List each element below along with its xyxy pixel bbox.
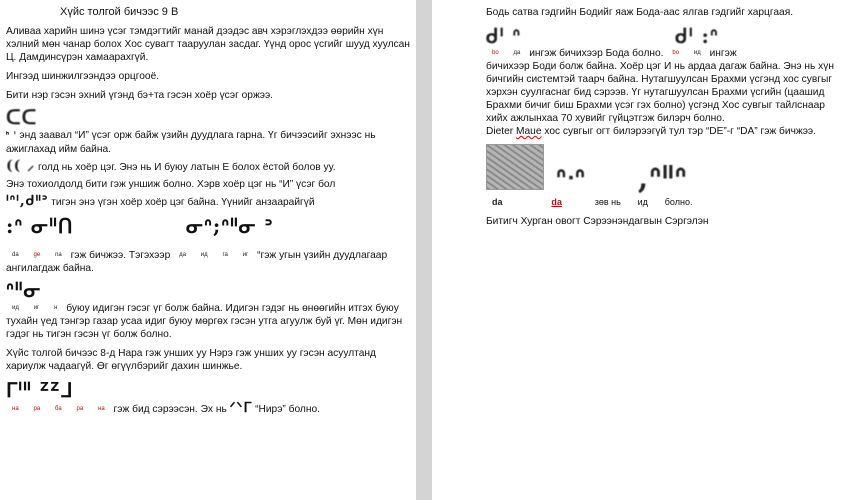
glyph-label: н	[54, 305, 58, 311]
glyph-label: да	[513, 50, 521, 56]
glyph-label: болно.	[664, 197, 693, 207]
paragraph	[6, 302, 410, 341]
script-glyph: (( ⸝	[6, 158, 36, 174]
paragraph-text: ингэж	[709, 48, 737, 59]
script-comparison	[486, 144, 845, 196]
script-glyph: ᑕᑕ	[6, 105, 38, 129]
glyph-label: ра	[33, 406, 41, 412]
paragraph	[6, 129, 410, 156]
glyph-label: иг	[33, 305, 40, 311]
paragraph: Энэ тохиолдолд бити гэж уншиж болно. Хэрв хоёр цэг нь “И” үсэг бол	[6, 179, 336, 190]
glyph-label: на	[98, 406, 105, 412]
glyph-label: da	[551, 197, 562, 207]
paragraph-text: энд заавал “И” үсэг орж байж үзийн дуудлага гарна. Үг бичээсийг эхнээс нь ажиглахад ийм байна.	[6, 130, 376, 155]
glyph-label: ид	[12, 305, 19, 311]
script-glyph: ᐢᐧᐢ	[556, 164, 586, 194]
paragraph-text: гэж бичжээ. Тэгэхээр	[70, 250, 171, 261]
paragraph: Ингээд шинжилгээндээ орцгооё.	[6, 71, 160, 82]
paragraph-text: “Нирэ” болно.	[255, 404, 320, 415]
script-glyph: ,ᐢᐦᐢ	[637, 161, 688, 196]
paragraph: Хүйс толгой бичээс 8-д Нара гэж унших уу Нэрэ гэж унших уу гэсэн асуултанд хариулж чадаагүй. Өг өгүүлбэрийг дахин шинжье.	[6, 348, 376, 372]
paragraph	[6, 402, 410, 416]
glyph-label: на	[12, 406, 19, 412]
paragraph-text: хос сувгыг огт билэрээгүй тул тэр “DE”-г “DA” гэж бичжээ.	[544, 126, 816, 137]
signature: Битигч Хурган овогт Сэрээнэндагвын Сэргэлэн	[486, 216, 709, 227]
glyph-label: да	[179, 252, 186, 258]
glyph-label: bo	[492, 50, 499, 56]
glyph-label: ид	[693, 50, 701, 56]
script-sample	[6, 106, 410, 129]
glyph-label: иг	[242, 252, 249, 258]
script-glyph: ᑯᑊ :ᐢ	[675, 24, 719, 48]
script-glyph: ᓂᐢ;ᐢᐦᓂ ᐣ	[186, 214, 274, 238]
paragraph	[6, 195, 410, 209]
script-glyph: :ᐢ ᓂᐦᑎ	[6, 214, 74, 238]
paragraph	[486, 47, 845, 60]
stone-inscription-image	[486, 144, 544, 190]
paragraph	[6, 160, 410, 174]
script-glyph: ᑯᑊ ᐢ	[486, 24, 522, 48]
paragraph-text: ингэж бичихээр Бода болно.	[529, 48, 664, 59]
paragraph-text: голд нь хоёр цэг. Энэ нь И буюу латын Е болох ёстой болов уу.	[37, 162, 336, 173]
glyph-label: ид	[200, 252, 208, 258]
glyph-label: ge	[33, 252, 41, 258]
script-glyph: ᒥᑊᐦ ᙆᙆᒧ	[6, 378, 74, 402]
paragraph-text: буюу идигэн гэсэг үг болж байна. Идигэн гэдэг нь өнөөгийн итгэх буюу тухайн үед тэнгэр газар усаа идиг буюу мөргөх гэсэн утга агуулж буй үг. Мөн идигэн гэдэг нь тигэн гэсэн үг болж болно.	[6, 303, 403, 340]
paragraph: Бодь сатва гэдгийн Бодийг яаж Бода-аас ялгав гэдгийг харцгаая.	[486, 7, 794, 18]
paragraph: Аливаа харийн шинэ үсэг тэмдэгтийг манай дээдэс авч хэрэглэхдээ өөрийн хүн хэлний мөн чанар болох Хос сувагт тааруулан засдаг. Үүнд орос үсгийг шууд хуулсан Ц. Дамдинсүрэн хамаарахгүй.	[6, 26, 410, 63]
glyph-label: ра	[76, 406, 84, 412]
script-glyph: ᑊᐢᑊ,ᑯᐦᐣ	[6, 193, 49, 209]
page-gap	[416, 0, 432, 500]
glyph-label: da	[492, 197, 503, 207]
script-glyph: ᑋ ᑊ	[6, 131, 17, 141]
paragraph: Бити нэр гэсэн эхний үгэнд бэ+та гэсэн хоёр үсэг оржээ.	[6, 90, 274, 101]
paragraph	[486, 125, 845, 138]
paragraph-text: тигэн энэ үгэн хоёр хоёр цэг байна. Үүнийг анзаарайгүй	[51, 197, 315, 208]
script-sample	[6, 279, 410, 302]
glyph-label: ба	[55, 406, 62, 412]
script-sample-row	[486, 25, 845, 47]
paragraph-text: Dieter	[486, 126, 514, 137]
author-name: Maue	[516, 126, 542, 137]
paragraph-text: “гэж угын үзийн дуудлагаар ангилагдаж байна.	[6, 250, 388, 274]
script-glyph: ᐟᐠᒥ	[229, 400, 253, 416]
glyph-label: ид	[637, 197, 648, 207]
script-sample-row	[6, 215, 410, 249]
glyph-label: зөв нь	[594, 197, 621, 207]
comparison-labels	[486, 196, 845, 209]
right-page	[432, 0, 851, 500]
glyph-label: bo	[672, 50, 680, 56]
script-glyph: ᐢᐦᓂ	[6, 278, 42, 302]
page-title: Хүйс толгой бичээс 9 В	[60, 6, 179, 18]
paragraph: бичихээр Боди болж байна. Хоёр цэг И нь ардаа дагаж байна. Энэ нь хүн бичгийн системтэй таарч байна. Нутагшуулсан Брахми үсгэнд хос сувгыг хэрхэн суулгаснаг бид сэрээв. Үг нутагшуулсан Брахми үсгийн (цаашид Брахми бичиг биш Брахми үсэг гэх болно) үсгэнд Хос сувгыг тайлснаар хийх ажлынхаа 70 хувийг гүйцэтгэж билэрч болно.	[486, 61, 834, 124]
script-sample	[6, 379, 410, 402]
left-page	[0, 0, 416, 500]
glyph-label: га	[222, 252, 228, 258]
glyph-label: na	[55, 252, 62, 258]
paragraph	[6, 249, 410, 275]
glyph-label: da	[12, 252, 19, 258]
paragraph-text: гэж бид сэрээсэн. Эх нь	[113, 404, 227, 415]
